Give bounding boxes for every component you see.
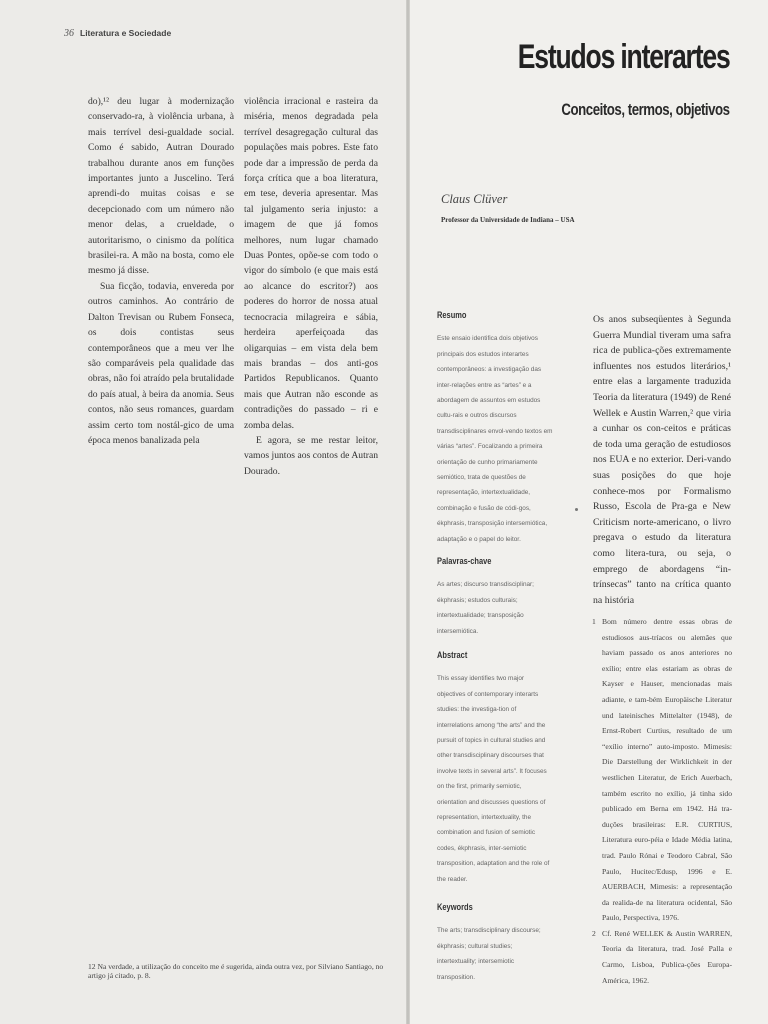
section-heading: Abstract [437, 650, 468, 660]
footnote-number: 1 [592, 617, 596, 626]
author-name: Claus Clüver [441, 192, 508, 206]
keywords-section [437, 900, 553, 985]
running-head [64, 28, 171, 39]
paragraph: Os anos subseqüentes à Segunda Guerra Mundial tiveram uma safra rica de publica-ções extremamente influentes nos estudos literários,¹ entre elas a largamente traduzida Teoria da literatura (1949) de René Wellek e Austin Warren,² que viria a cunhar os con-ceitos e práticas de toda uma geração de estudiosos nos EUA e no exterior. Deri-vando suas posições do que hoje conhece-mos por Formalismo Russo, Escola de Pra-ga e New Criticism norte-americano, o livro pregava o estudo da literatura como litera-tura, ou seja, o emprego de abordagens “in-trínsecas” tanto na crítica quanto na história [593, 314, 731, 606]
section-title: Literatura e Sociedade [80, 28, 172, 38]
abstract-section [437, 648, 553, 887]
article-subtitle: Conceitos, termos, objetivos [561, 100, 730, 119]
footnotes [592, 614, 732, 988]
abstract-text: This essay identifies two major objectives of contemporary interarts studies: the investiga-tion of interrelations among “the arts” and the pursuit of topics in cultural studies and other transdisciplinary discourses that involve texts in several arts”. It focuses on the first, primarily semiotic, orientation and discusses questions of representation, intertextuality, the combination and fusion of semiotic codes, ékphrasis, inter-semiotic transposition, adaptation and the role of the reader. [437, 675, 550, 883]
paragraph: do),¹² deu lugar à modernização conservado-ra, à violência urbana, à mais terrível desi-gualdade social. Como é sabido, Autran Dourado trabalhou durante anos em funções importantes junto a Juscelino. Terá aprendi-do muitas coisas e se decepcionado com um número não menor delas, a crueldade, o autoritarismo, o cinismo da política brasilei-ra. A mão na bosta, como ele mesmo já disse. [88, 96, 234, 277]
section-heading: Resumo [437, 310, 467, 320]
section-heading: Keywords [437, 902, 473, 912]
section-heading: Palavras-chave [437, 556, 492, 566]
paragraph: E agora, se me restar leitor, vamos juntos aos contos de Autran Dourado. [244, 434, 378, 477]
paragraph: Sua ficção, todavia, envereda por outros caminhos. Ao contrário de Dalton Trevisan ou Rubem Fonseca, os dois contistas seus contemporâneos que a meu ver lhe são comparáveis pela qualidade das obras, não foi atraído pela brutalidade do país atual, à beira da anomia. Seus contos, não seus romances, guardam assim certo tom nostál-gico de uma época menos banalizada pela [88, 280, 234, 446]
main-text [593, 312, 731, 608]
print-speck [575, 508, 578, 511]
palavras-chave-text: As artes; discurso transdisciplinar; ékphrasis; estudos culturais; intertextualidade; transposição intersemiótica. [437, 581, 534, 635]
resumo-section [437, 308, 553, 547]
page-number: 36 [64, 28, 74, 39]
text-column-b [244, 94, 378, 479]
footnote-text: Bom número dentre essas obras de estudiosos aus-tríacos ou alemães que haviam passado os anos anteriores no exílio; entre elas estariam as obras de Kayser e Hauser, mencionadas mais adiante, e tam-bém Europäische Literatur und lateinisches Mittelalter (1948), de Ernst-Robert Curtius, resultado de um “exílio interno” auto-imposto. Mimesis: Die Darstellung der Wirklichkeit in der westlichen Literatur, de Erich Auerbach, também escrito no exílio, já tinha sido publicado em Berna em 1942. Há tra-duções brasileiras: E.R. CURTIUS, Literatura euro-péia e Idade Média latina, trad. Paulo Rónai e Teodoro Cabral, São Paulo, Hucitec/Edusp, 1996 e E. AUERBACH, Mimesis: a representação da realida-de na literatura ocidental, São Paulo, Perspectiva, 1976. [602, 617, 732, 923]
footnote-text: Cf. René WELLEK & Austin WARREN, Teoria da literatura, trad. José Palla e Carmo, Lisboa, Publica-ções Europa-América, 1962. [602, 928, 732, 985]
text-column-a [88, 94, 234, 448]
footnote-number: 2 [592, 928, 596, 938]
resumo-text: Este ensaio identifica dois objetivos principais dos estudos interartes contemporâneos: a investigação das inter-relações entre as “artes” e a abordagem de assuntos em estudos cultu-rais e outros discursos transdisciplinares envol-vendo textos em várias “artes”. Focalizando a primeira orientação de cunho primariamente semiótico, trata de questões de representação, intertextualidade, combinação e fusão de códi-gos, ékphrasis, transposição intersemiótica, adaptação e o papel do leitor. [437, 335, 553, 543]
footnote [592, 614, 732, 926]
footnote: 12 Na verdade, a utilização do conceito me é sugerida, ainda outra vez, por Silviano Santiago, no artigo já citado, p. 8. [88, 962, 384, 980]
palavras-chave-section [437, 554, 553, 639]
footnote [592, 926, 732, 988]
author-affiliation: Professor da Universidade de Indiana – USA [441, 216, 575, 224]
article-title: Estudos interartes [518, 38, 730, 76]
paragraph: violência irracional e rasteira da miséria, menos degradada pela terrível desagregação cultural das populações mais pobres. Este fato pode dar a impressão de perda da força crítica que a boa literatura, em tese, deveria apresentar. Mas tal julgamento seria injusto: a imagem de que já fomos melhores, num lugar chamado Duas Pontes, opõe-se com todo o vigor do símbolo (e que mais está ao alcance do escritor?) aos poderes do horror de nossa atual tecnocracia milagreira e sábia, herdeira aperfeiçoada das oligarquias – em vista dela bem mais brandas – dos anti-gos Partidos Republicanos. Quanto mais que Autran não esconde as contradições do passado – ri e zomba delas. [244, 96, 378, 431]
keywords-text: The arts; transdisciplinary discourse; ékphrasis; cultural studies; intertextuality; intersemiotic transposition. [437, 927, 541, 981]
